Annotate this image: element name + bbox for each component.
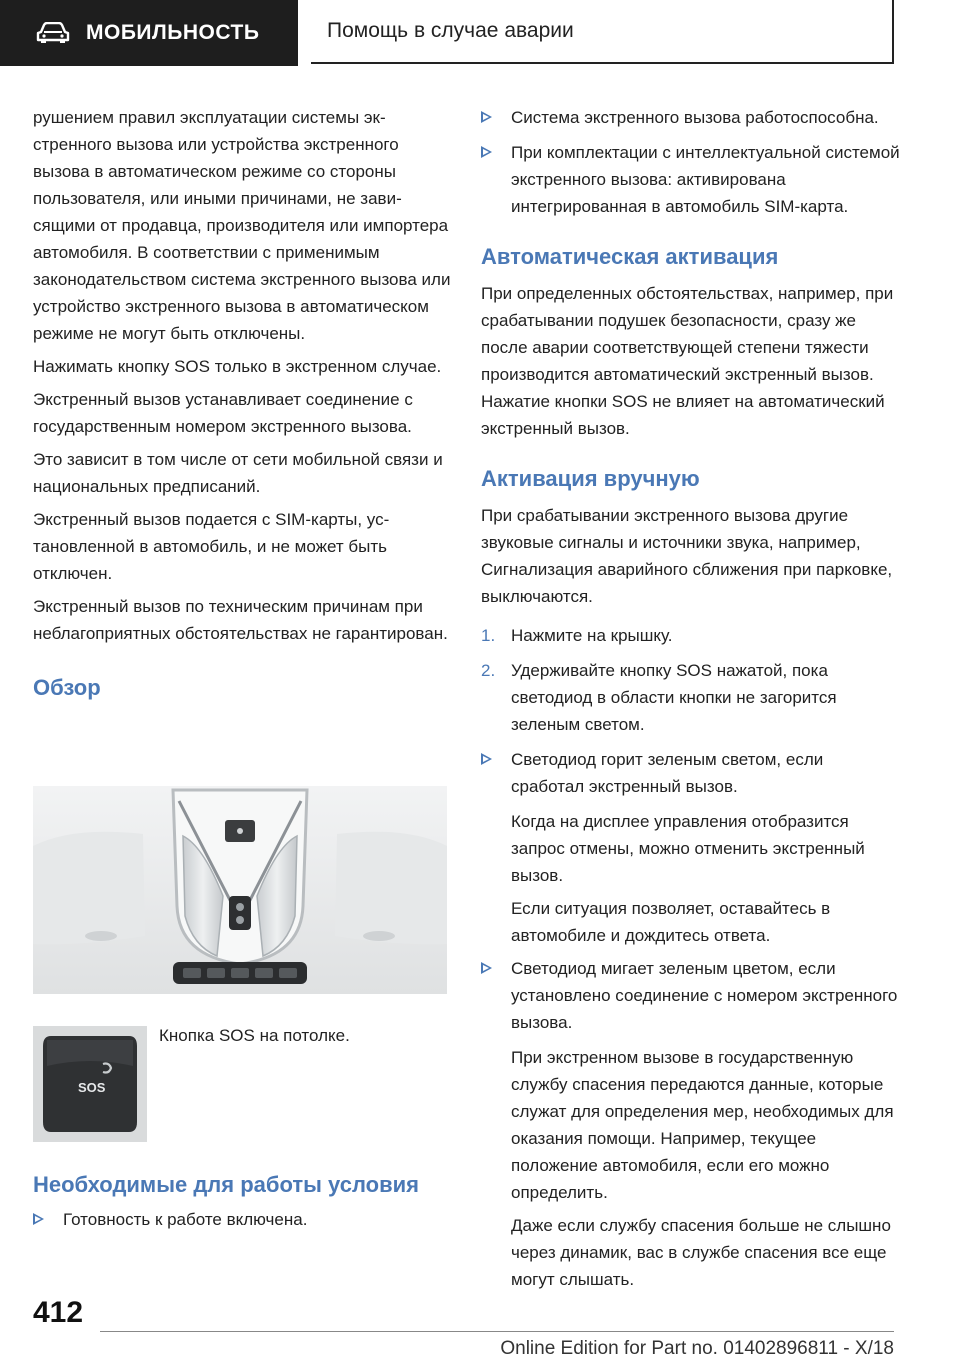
step-number: 2. (481, 661, 496, 680)
triangle-bullet-icon (481, 753, 492, 765)
step-text: Удерживайте кнопку SOS нажатой, пока светодиод в области кнопки не загорится зеленым светом. (511, 661, 837, 734)
left-column (33, 104, 451, 711)
page-number: 412 (33, 1296, 84, 1329)
section-title: МОБИЛЬНОСТЬ (86, 21, 260, 44)
section-tab (0, 0, 298, 66)
conditions-heading: Необходимые для работы условия (33, 1172, 419, 1197)
sub-paragraph: Если ситуация позволяет, оставайтесь в автомобиле и дождитесь ответа. (511, 899, 831, 945)
list-item-text: Готовность к работе включена. (63, 1210, 308, 1229)
paragraph: При определенных обстоятельствах, например, при срабатывании подушек безопасности, сразу же после аварии соответствующей степени тяжести производится автоматический экстренный вызов. Нажатие кнопки SOS не влияет на автоматический экстренный вызов. (481, 284, 894, 438)
auto-activation-heading: Автоматическая активация (481, 244, 779, 269)
paragraph: Экстренный вызов подается с SIM-карты, установленной в автомобиль, и не может быть отключен. (33, 510, 390, 583)
car-icon (36, 22, 70, 44)
overview-heading: Обзор (33, 675, 101, 700)
conditions-list (33, 1206, 451, 1241)
manual-activation-heading: Активация вручную (481, 466, 700, 491)
triangle-bullet-icon (481, 146, 492, 158)
step-item (481, 622, 901, 649)
chapter-header (311, 0, 894, 64)
step-text: Нажмите на крышку. (511, 626, 673, 645)
paragraph: Это зависит в том числе от сети мобильной связи и национальных предписаний. (33, 450, 443, 496)
list-item (481, 955, 901, 1036)
chapter-title: Помощь в случае аварии (327, 19, 574, 42)
edition-note: Online Edition for Part no. 01402896811 - X/18 (500, 1338, 894, 1359)
overhead-console-image (33, 786, 447, 994)
sos-button-image (33, 1026, 147, 1142)
sub-paragraph: Даже если службу спасения больше не слышно через динамик, вас в службе спасения все еще могут слышать. (511, 1216, 891, 1289)
list-item-text: При комплектации с интеллектуальной системой экстренного вызова: активирована интегрированная в автомобиль SIM-карта. (511, 143, 900, 216)
triangle-bullet-icon (33, 1213, 44, 1225)
sub-paragraph: Когда на дисплее управления отобразится запрос отмены, можно отменить экстренный вызов. (511, 812, 865, 885)
list-item-text: Светодиод мигает зеленым цветом, если установлено соединение с номером экстренного вызова. (511, 959, 898, 1032)
sub-paragraph: При экстренном вызове в государственную службу спасения передаются данные, которые служат для определения мер, необходимых для оказания помощи. Например, текущее положение автомобиля, если его можно определить. (511, 1048, 894, 1202)
paragraph: Экстренный вызов устанавливает соединение с государственным номером экстренного вызова. (33, 390, 413, 436)
list-item (481, 746, 901, 800)
paragraph: При срабатывании экстренного вызова другие звуковые сигналы и источники звука, например, Сигнализация аварийного сближения при парковке, выключаются. (481, 506, 893, 606)
sos-label: SOS (78, 1080, 106, 1095)
triangle-bullet-icon (481, 962, 492, 974)
step-item (481, 657, 901, 738)
list-item (481, 104, 901, 131)
paragraph: Нажимать кнопку SOS только в экстренном случае. (33, 357, 442, 376)
list-item-text: Система экстренного вызова работоспособна. (511, 108, 879, 127)
right-column (481, 104, 901, 1299)
paragraph: рушением правил эксплуатации системы экстренного вызова или устройства экстренного вызова в автоматическом режиме со стороны пользователя, или иными причинами, не зависящими от продавца, производителя или импортера автомобиля. В соответствии с применимым законодательством система экстренного вызова или устройство экстренного вызова в автоматическом режиме не могут быть отключены. (33, 108, 451, 343)
list-item (33, 1206, 451, 1233)
step-number: 1. (481, 626, 496, 645)
footer-divider (100, 1331, 894, 1332)
figure-caption: Кнопка SOS на потолке. (159, 1026, 350, 1045)
paragraph: Экстренный вызов по техническим причинам при неблагоприятных обстоятельствах не гарантирован. (33, 597, 448, 643)
triangle-bullet-icon (481, 111, 492, 123)
list-item (481, 139, 901, 220)
list-item-text: Светодиод горит зеленым светом, если сработал экстренный вызов. (511, 750, 824, 796)
